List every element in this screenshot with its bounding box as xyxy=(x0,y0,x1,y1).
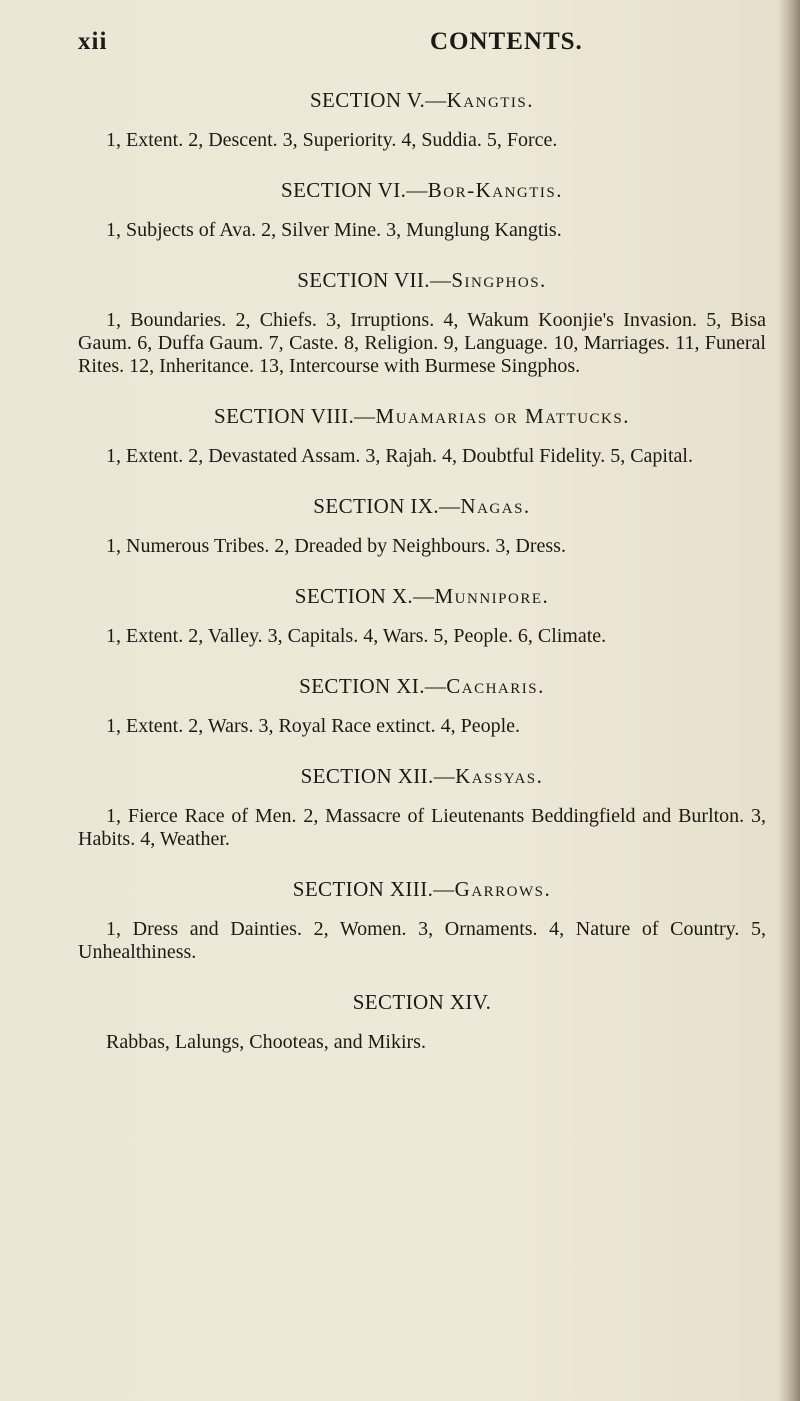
section-number: SECTION XI.— xyxy=(299,674,447,698)
section-topics: 1, Subjects of Ava. 2, Silver Mine. 3, Munglung Kangtis. xyxy=(106,219,562,241)
section-topics: 1, Dress and Dainties. 2, Women. 3, Ornaments. 4, Nature of Country. 5, Unhealthiness. xyxy=(78,918,766,963)
section-heading xyxy=(78,268,766,293)
section-number: SECTION IX.— xyxy=(313,494,461,518)
section-xiii xyxy=(78,877,766,964)
section-topics: 1, Extent. 2, Descent. 3, Superiority. 4, Suddia. 5, Force. xyxy=(106,129,558,151)
section-number: SECTION VIII.— xyxy=(214,404,376,428)
section-topics: Rabbas, Lalungs, Chooteas, and Mikirs. xyxy=(106,1031,426,1053)
running-head: CONTENTS. xyxy=(430,28,583,55)
section-ix xyxy=(78,494,766,558)
section-subject: Garrows. xyxy=(454,877,552,901)
section-x xyxy=(78,584,766,648)
section-topics: 1, Numerous Tribes. 2, Dreaded by Neighbours. 3, Dress. xyxy=(106,535,566,557)
section-topics: 1, Boundaries. 2, Chiefs. 3, Irruptions. 4, Wakum Koonjie's Invasion. 5, Bisa Gaum. 6, Duffa Gaum. 7, Caste. 8, Religion. 9, Language. 10, Marriages. 11, Funeral Rites. 12, Inheritance. 13, Intercourse with Burmese Singphos. xyxy=(78,309,766,377)
section-heading xyxy=(78,404,766,429)
section-number: SECTION V.— xyxy=(309,88,447,112)
section-subject: Singphos. xyxy=(451,268,547,292)
section-subject: Bor-Kangtis. xyxy=(427,178,563,202)
section-heading xyxy=(78,178,766,203)
section-vi xyxy=(78,178,766,242)
section-v xyxy=(78,88,766,152)
page-header xyxy=(78,28,678,58)
section-viii xyxy=(78,404,766,468)
section-topics: 1, Extent. 2, Wars. 3, Royal Race extinct. 4, People. xyxy=(106,715,521,737)
contents-list xyxy=(78,88,766,1074)
section-subject: Kassyas. xyxy=(455,764,544,788)
section-heading xyxy=(78,584,766,609)
section-number: SECTION XIV. xyxy=(352,990,492,1014)
section-heading xyxy=(78,494,766,519)
section-xii xyxy=(78,764,766,851)
section-heading xyxy=(78,764,766,789)
section-subject: Muamarias or Mattucks. xyxy=(375,404,630,428)
section-subject: Cacharis. xyxy=(446,674,545,698)
section-number: SECTION X.— xyxy=(294,584,435,608)
section-vii xyxy=(78,268,766,378)
section-subject: Kangtis. xyxy=(446,88,535,112)
section-heading xyxy=(78,990,766,1015)
page-number: xii xyxy=(78,28,108,55)
section-topics: 1, Extent. 2, Valley. 3, Capitals. 4, Wars. 5, People. 6, Climate. xyxy=(106,625,607,647)
section-heading xyxy=(78,674,766,699)
section-subject: Munnipore. xyxy=(434,584,550,608)
section-topics: 1, Fierce Race of Men. 2, Massacre of Lieutenants Beddingfield and Burlton. 3, Habits. 4, Weather. xyxy=(78,805,766,850)
section-xiv xyxy=(78,990,766,1054)
section-xi xyxy=(78,674,766,738)
section-number: SECTION XIII.— xyxy=(292,877,455,901)
page-edge-shadow xyxy=(778,0,800,1401)
section-number: SECTION VI.— xyxy=(280,178,428,202)
section-number: SECTION VII.— xyxy=(297,268,452,292)
section-number: SECTION XII.— xyxy=(300,764,456,788)
section-topics: 1, Extent. 2, Devastated Assam. 3, Rajah. 4, Doubtful Fidelity. 5, Capital. xyxy=(106,445,693,467)
section-heading xyxy=(78,88,766,113)
section-heading xyxy=(78,877,766,902)
section-subject: Nagas. xyxy=(460,494,531,518)
